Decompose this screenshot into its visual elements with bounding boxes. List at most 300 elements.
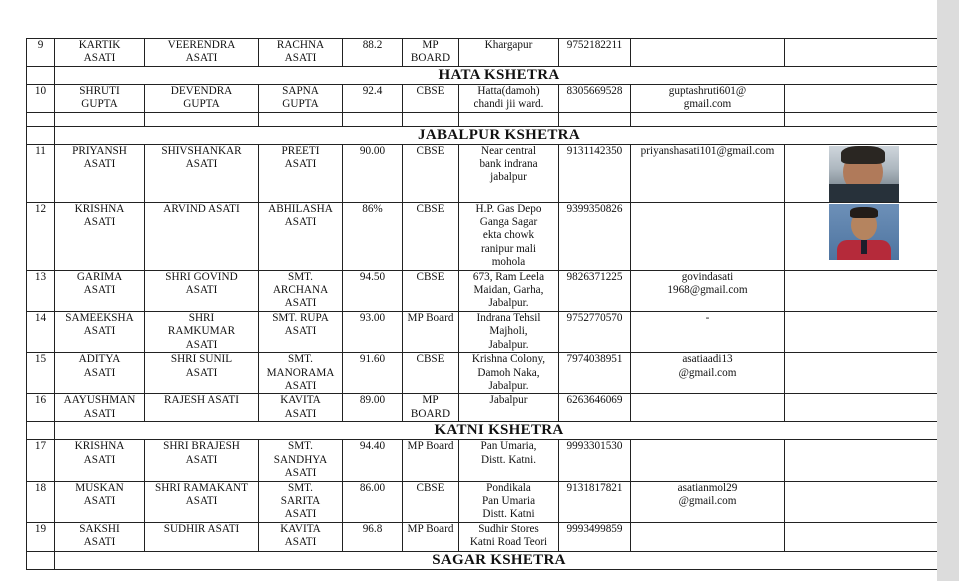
table-row — [27, 311, 944, 352]
serial-number-cell — [27, 440, 55, 481]
serial-number-cell — [27, 202, 55, 270]
phone-cell — [559, 481, 631, 522]
phone-cell-line: 9131817821 — [566, 481, 623, 494]
phone-cell-line: 9131142350 — [566, 144, 623, 157]
father-name-cell-line: VEERENDRA — [167, 39, 236, 51]
father-name-cell-line: SHIVSHANKAR — [161, 144, 242, 157]
phone-cell — [559, 394, 631, 422]
phone-cell — [559, 353, 631, 394]
marks-cell-line: 94.50 — [359, 270, 386, 283]
marks-cell — [343, 522, 403, 551]
student-name-cell-line: SHRUTI — [79, 84, 120, 97]
father-name-cell-line: DEVENDRA — [170, 84, 233, 97]
marks-cell-line: 96.8 — [362, 522, 383, 535]
address-cell-line: Maidan, Garha, — [473, 284, 544, 297]
board-cell — [403, 522, 459, 551]
table-row — [27, 440, 944, 481]
serial-number-cell — [27, 270, 55, 311]
email-cell — [631, 481, 785, 522]
address-cell-line: Damoh Naka, — [477, 366, 540, 379]
address-cell — [459, 39, 559, 67]
board-cell-line: CBSE — [416, 481, 445, 494]
page-edge — [937, 0, 959, 581]
serial-number-cell-line: 14 — [34, 311, 47, 324]
serial-number-cell-line: 15 — [34, 353, 47, 366]
student-name-cell-line: ASATI — [83, 216, 116, 229]
student-name-cell — [55, 144, 145, 202]
address-cell — [459, 311, 559, 352]
student-name-cell-line: GARIMA — [76, 270, 123, 283]
board-cell-line: MP Board — [407, 440, 454, 453]
address-cell-line: Distt. Katni — [482, 508, 535, 521]
mother-name-cell-line: ASATI — [284, 467, 317, 480]
address-cell-line: mohola — [491, 256, 526, 269]
mother-name-cell — [259, 311, 343, 352]
student-name-cell — [55, 394, 145, 422]
student-name-cell-line: ASATI — [83, 407, 116, 420]
serial-number-cell-line: 16 — [34, 394, 47, 407]
phone-cell-line: 9752182211 — [566, 39, 623, 51]
mother-name-cell-line: ASATI — [284, 297, 317, 310]
mother-name-cell — [259, 84, 343, 112]
father-name-cell — [145, 522, 259, 551]
address-cell — [459, 394, 559, 422]
serial-number-cell-line: 13 — [34, 270, 47, 283]
address-cell-line: jabalpur — [490, 171, 527, 184]
address-cell-line: Khargapur — [484, 39, 533, 51]
father-name-cell-line: SHRI SUNIL — [170, 353, 233, 366]
serial-number-cell-line: 9 — [37, 39, 44, 51]
serial-number-cell-line: 10 — [34, 84, 47, 97]
photo-cell — [785, 440, 944, 481]
marks-cell-line: 86.00 — [359, 481, 386, 494]
student-name-cell-line: SAKSHI — [79, 522, 120, 535]
board-cell — [403, 84, 459, 112]
mother-name-cell-line: GUPTA — [282, 98, 319, 111]
table-row — [27, 270, 944, 311]
father-name-cell — [145, 394, 259, 422]
email-cell — [631, 311, 785, 352]
email-cell — [631, 353, 785, 394]
address-cell-line: Distt. Katni. — [480, 453, 536, 466]
email-cell — [631, 84, 785, 112]
address-cell-line: Katni Road Teori — [469, 536, 548, 549]
email-cell — [631, 522, 785, 551]
spacer-cell — [403, 112, 459, 126]
student-name-cell — [55, 353, 145, 394]
mother-name-cell-line: ABHILASHA — [268, 202, 333, 215]
father-name-cell-line: RAMKUMAR — [167, 325, 236, 338]
board-cell-line: CBSE — [416, 270, 445, 283]
spacer-cell — [55, 112, 145, 126]
serial-number-cell-line: 17 — [34, 440, 47, 453]
table-row — [27, 202, 944, 270]
student-name-cell-line: KARTIK — [78, 39, 121, 51]
mother-name-cell-line: SAPNA — [282, 84, 319, 97]
marks-cell-line: 88.2 — [362, 39, 383, 51]
father-name-cell-line: GUPTA — [183, 98, 220, 111]
mother-name-cell-line: SMT. — [288, 353, 313, 366]
student-name-cell — [55, 202, 145, 270]
board-cell-line: MP — [422, 394, 439, 407]
board-cell-line: CBSE — [416, 84, 445, 97]
address-cell-line: 673, Ram Leela — [472, 270, 545, 283]
student-name-cell-line: KRISHNA — [74, 440, 125, 453]
serial-number-cell — [27, 84, 55, 112]
spacer-cell — [343, 112, 403, 126]
father-name-cell-line: ASATI — [185, 158, 218, 171]
spacer-cell — [631, 112, 785, 126]
father-name-cell-line: ARVIND ASATI — [163, 202, 240, 215]
spacer-cell — [259, 112, 343, 126]
board-cell-line: CBSE — [416, 144, 445, 157]
spacer-cell — [27, 112, 55, 126]
table-row — [27, 522, 944, 551]
marks-cell — [343, 202, 403, 270]
mother-name-cell — [259, 202, 343, 270]
email-cell-line: 1968@gmail.com — [667, 284, 748, 297]
address-cell-line: ekta chowk — [482, 229, 535, 242]
father-name-cell-line: ASATI — [185, 284, 218, 297]
mother-name-cell-line: SMT. — [288, 270, 313, 283]
marks-cell — [343, 311, 403, 352]
section-title: KATNI KSHETRA — [55, 422, 944, 440]
student-name-cell-line: GUPTA — [81, 98, 118, 111]
mother-name-cell-line: SMT. RUPA — [272, 311, 329, 324]
mother-name-cell — [259, 481, 343, 522]
phone-cell — [559, 202, 631, 270]
father-name-cell-line: RAJESH ASATI — [164, 394, 239, 407]
board-cell — [403, 144, 459, 202]
address-cell-line: ranipur mali — [481, 242, 536, 255]
student-name-cell-line: ADITYA — [78, 353, 121, 366]
father-name-cell — [145, 311, 259, 352]
section-title: HATA KSHETRA — [55, 66, 944, 84]
marks-cell-line: 86% — [362, 202, 383, 215]
serial-number-cell-line: 11 — [35, 144, 46, 157]
phone-cell-line: 8305669528 — [566, 84, 623, 97]
section-title: SAGAR KSHETRA — [55, 551, 944, 569]
mother-name-cell-line: ASATI — [284, 216, 317, 229]
address-cell — [459, 481, 559, 522]
student-name-cell-line: ASATI — [83, 52, 116, 65]
student-photo-1 — [829, 146, 899, 202]
mother-name-cell-line: ASATI — [284, 325, 317, 338]
table-row — [27, 144, 944, 202]
address-cell-line: Ganga Sagar — [479, 216, 538, 229]
mother-name-cell-line: SMT. — [288, 440, 313, 453]
mother-name-cell-line: RACHNA — [276, 39, 325, 51]
father-name-cell — [145, 84, 259, 112]
serial-number-cell — [27, 522, 55, 551]
address-cell-line: Jabalpur — [489, 394, 528, 407]
phone-cell — [559, 84, 631, 112]
address-cell-line: Pan Umaria, — [480, 440, 537, 453]
email-cell-line: asatiaadi13 — [682, 353, 733, 366]
address-cell — [459, 84, 559, 112]
email-cell-line: asatianmol29 — [677, 481, 738, 494]
mother-name-cell-line: SANDHYA — [273, 453, 328, 466]
mother-name-cell-line: ASATI — [284, 508, 317, 521]
address-cell-line: Pan Umaria — [481, 494, 536, 507]
phone-cell-line: 7974038951 — [566, 353, 623, 366]
address-cell-line: Krishna Colony, — [471, 353, 546, 366]
table-row — [27, 39, 944, 67]
marks-cell — [343, 440, 403, 481]
section-header-row — [27, 422, 944, 440]
board-cell — [403, 202, 459, 270]
mother-name-cell-line: ASATI — [284, 52, 317, 65]
photo-cell — [785, 481, 944, 522]
email-cell-line: @gmail.com — [678, 366, 737, 379]
student-name-cell-line: MUSKAN — [75, 481, 124, 494]
father-name-cell — [145, 144, 259, 202]
phone-cell — [559, 311, 631, 352]
photo-cell — [785, 270, 944, 311]
address-cell-line: Hatta(damoh) — [477, 84, 540, 97]
board-cell-line: MP Board — [407, 311, 454, 324]
section-header-blank — [27, 66, 55, 84]
address-cell-line: bank indrana — [479, 158, 538, 171]
marks-cell — [343, 270, 403, 311]
phone-cell — [559, 144, 631, 202]
table-row — [27, 394, 944, 422]
student-name-cell — [55, 481, 145, 522]
father-name-cell-line: ASATI — [185, 366, 218, 379]
marks-cell — [343, 394, 403, 422]
board-cell — [403, 270, 459, 311]
email-cell-line: gmail.com — [683, 98, 732, 111]
address-cell — [459, 522, 559, 551]
serial-number-cell — [27, 353, 55, 394]
phone-cell — [559, 270, 631, 311]
address-cell-line: H.P. Gas Depo — [475, 202, 542, 215]
section-header-row — [27, 551, 944, 569]
father-name-cell — [145, 39, 259, 67]
phone-cell — [559, 440, 631, 481]
father-name-cell-line: SHRI GOVIND — [165, 270, 238, 283]
mother-name-cell — [259, 440, 343, 481]
email-cell — [631, 440, 785, 481]
address-cell-line: Jabalpur. — [488, 379, 529, 392]
phone-cell-line: 9399350826 — [566, 202, 623, 215]
student-name-cell — [55, 84, 145, 112]
father-name-cell-line: SUDHIR ASATI — [163, 522, 240, 535]
address-cell-line: Sudhir Stores — [478, 522, 539, 535]
father-name-cell-line: SHRI BRAJESH — [163, 440, 240, 453]
spacer-cell — [559, 112, 631, 126]
mother-name-cell-line: ARCHANA — [272, 284, 329, 297]
mother-name-cell — [259, 353, 343, 394]
father-name-cell-line: ASATI — [185, 453, 218, 466]
marks-cell — [343, 84, 403, 112]
student-photo-2 — [829, 204, 899, 260]
serial-number-cell — [27, 311, 55, 352]
student-name-cell-line: KRISHNA — [74, 202, 125, 215]
student-name-cell-line: ASATI — [83, 325, 116, 338]
marks-cell-line: 93.00 — [359, 311, 386, 324]
marks-cell-line: 90.00 — [359, 144, 386, 157]
father-name-cell — [145, 481, 259, 522]
board-cell-line: CBSE — [416, 353, 445, 366]
board-cell-line: MP Board — [407, 522, 454, 535]
mother-name-cell-line: KAVITA — [280, 394, 321, 407]
address-cell-line: chandi jii ward. — [473, 98, 544, 111]
address-cell — [459, 440, 559, 481]
phone-cell — [559, 39, 631, 67]
serial-number-cell-line: 19 — [34, 522, 47, 535]
board-cell-line: BOARD — [410, 407, 451, 420]
photo-cell — [785, 84, 944, 112]
address-cell — [459, 353, 559, 394]
board-cell — [403, 39, 459, 67]
section-header-blank — [27, 422, 55, 440]
address-cell-line: Jabalpur. — [488, 297, 529, 310]
spacer-cell — [785, 112, 944, 126]
email-cell-line: guptashruti601@ — [668, 84, 747, 97]
photo-cell — [785, 353, 944, 394]
father-name-cell-line: ASATI — [185, 52, 218, 65]
address-cell — [459, 270, 559, 311]
email-cell — [631, 202, 785, 270]
student-name-cell-line: PRIYANSH — [72, 144, 127, 157]
mother-name-cell-line: SMT. — [288, 481, 313, 494]
student-list-table — [26, 38, 944, 570]
mother-name-cell-line: ASATI — [284, 407, 317, 420]
father-name-cell — [145, 270, 259, 311]
mother-name-cell-line: MANORAMA — [266, 366, 335, 379]
phone-cell-line: 9826371225 — [566, 270, 623, 283]
student-name-cell-line: ASATI — [83, 366, 116, 379]
student-name-cell-line: ASATI — [83, 158, 116, 171]
student-name-cell — [55, 440, 145, 481]
marks-cell — [343, 39, 403, 67]
serial-number-cell — [27, 394, 55, 422]
father-name-cell — [145, 353, 259, 394]
photo-cell — [785, 202, 944, 270]
mother-name-cell-line: ASATI — [284, 158, 317, 171]
student-name-cell-line: ASATI — [83, 536, 116, 549]
address-cell-line: Majholi, — [489, 325, 528, 338]
father-name-cell-line: SHRI RAMAKANT — [155, 481, 248, 494]
marks-cell-line: 89.00 — [359, 394, 386, 407]
serial-number-cell — [27, 144, 55, 202]
mother-name-cell — [259, 394, 343, 422]
phone-cell-line: 6263646069 — [566, 394, 623, 407]
address-cell-line: Pondikala — [486, 481, 531, 494]
mother-name-cell — [259, 522, 343, 551]
board-cell — [403, 311, 459, 352]
mother-name-cell — [259, 144, 343, 202]
board-cell — [403, 394, 459, 422]
serial-number-cell — [27, 481, 55, 522]
table-row — [27, 481, 944, 522]
section-title: JABALPUR KSHETRA — [55, 126, 944, 144]
marks-cell — [343, 353, 403, 394]
table-row — [27, 353, 944, 394]
student-name-cell-line: SAMEEKSHA — [65, 311, 134, 324]
address-cell-line: Jabalpur. — [488, 338, 529, 351]
email-cell — [631, 39, 785, 67]
serial-number-cell-line: 12 — [34, 202, 47, 215]
mother-name-cell-line: KAVITA — [280, 522, 321, 535]
board-cell — [403, 353, 459, 394]
email-cell — [631, 394, 785, 422]
phone-cell-line: 9752770570 — [566, 311, 623, 324]
mother-name-cell-line: SARITA — [280, 494, 321, 507]
marks-cell-line: 91.60 — [359, 353, 386, 366]
father-name-cell — [145, 440, 259, 481]
student-name-cell-line: ASATI — [83, 494, 116, 507]
student-name-cell — [55, 522, 145, 551]
mother-name-cell-line: ASATI — [284, 379, 317, 392]
marks-cell-line: 92.4 — [362, 84, 383, 97]
spacer-cell — [145, 112, 259, 126]
mother-name-cell — [259, 270, 343, 311]
phone-cell — [559, 522, 631, 551]
serial-number-cell-line: 18 — [34, 481, 47, 494]
address-cell — [459, 144, 559, 202]
spacer-row — [27, 112, 944, 126]
board-cell-line: CBSE — [416, 202, 445, 215]
student-name-cell — [55, 270, 145, 311]
email-cell — [631, 144, 785, 202]
father-name-cell-line: ASATI — [185, 338, 218, 351]
email-cell-line: priyanshasati101@gmail.com — [640, 144, 775, 157]
phone-cell-line: 9993499859 — [566, 522, 623, 535]
father-name-cell-line: SHRI — [188, 311, 215, 324]
table-row — [27, 84, 944, 112]
photo-cell — [785, 144, 944, 202]
board-cell-line: MP — [422, 39, 439, 51]
serial-number-cell — [27, 39, 55, 67]
marks-cell-line: 94.40 — [359, 440, 386, 453]
student-name-cell-line: ASATI — [83, 284, 116, 297]
mother-name-cell-line: PREETI — [281, 144, 320, 157]
marks-cell — [343, 481, 403, 522]
board-cell — [403, 481, 459, 522]
section-header-blank — [27, 551, 55, 569]
student-name-cell-line: ASATI — [83, 453, 116, 466]
mother-name-cell-line: ASATI — [284, 536, 317, 549]
board-cell-line: BOARD — [410, 52, 451, 65]
board-cell — [403, 440, 459, 481]
section-header-blank — [27, 126, 55, 144]
student-name-cell — [55, 311, 145, 352]
photo-cell — [785, 394, 944, 422]
marks-cell — [343, 144, 403, 202]
email-cell-line: govindasati — [681, 270, 734, 283]
student-name-cell-line: AAYUSHMAN — [63, 394, 136, 407]
father-name-cell — [145, 202, 259, 270]
photo-cell — [785, 39, 944, 67]
spacer-cell — [459, 112, 559, 126]
father-name-cell-line: ASATI — [185, 494, 218, 507]
mother-name-cell — [259, 39, 343, 67]
photo-cell — [785, 522, 944, 551]
email-cell — [631, 270, 785, 311]
address-cell-line: Indrana Tehsil — [476, 311, 541, 324]
section-header-row — [27, 126, 944, 144]
student-name-cell — [55, 39, 145, 67]
email-cell-line: - — [705, 311, 710, 324]
address-cell-line: Near central — [481, 144, 536, 157]
address-cell — [459, 202, 559, 270]
photo-cell — [785, 311, 944, 352]
section-header-row — [27, 66, 944, 84]
email-cell-line: @gmail.com — [678, 494, 737, 507]
phone-cell-line: 9993301530 — [566, 440, 623, 453]
